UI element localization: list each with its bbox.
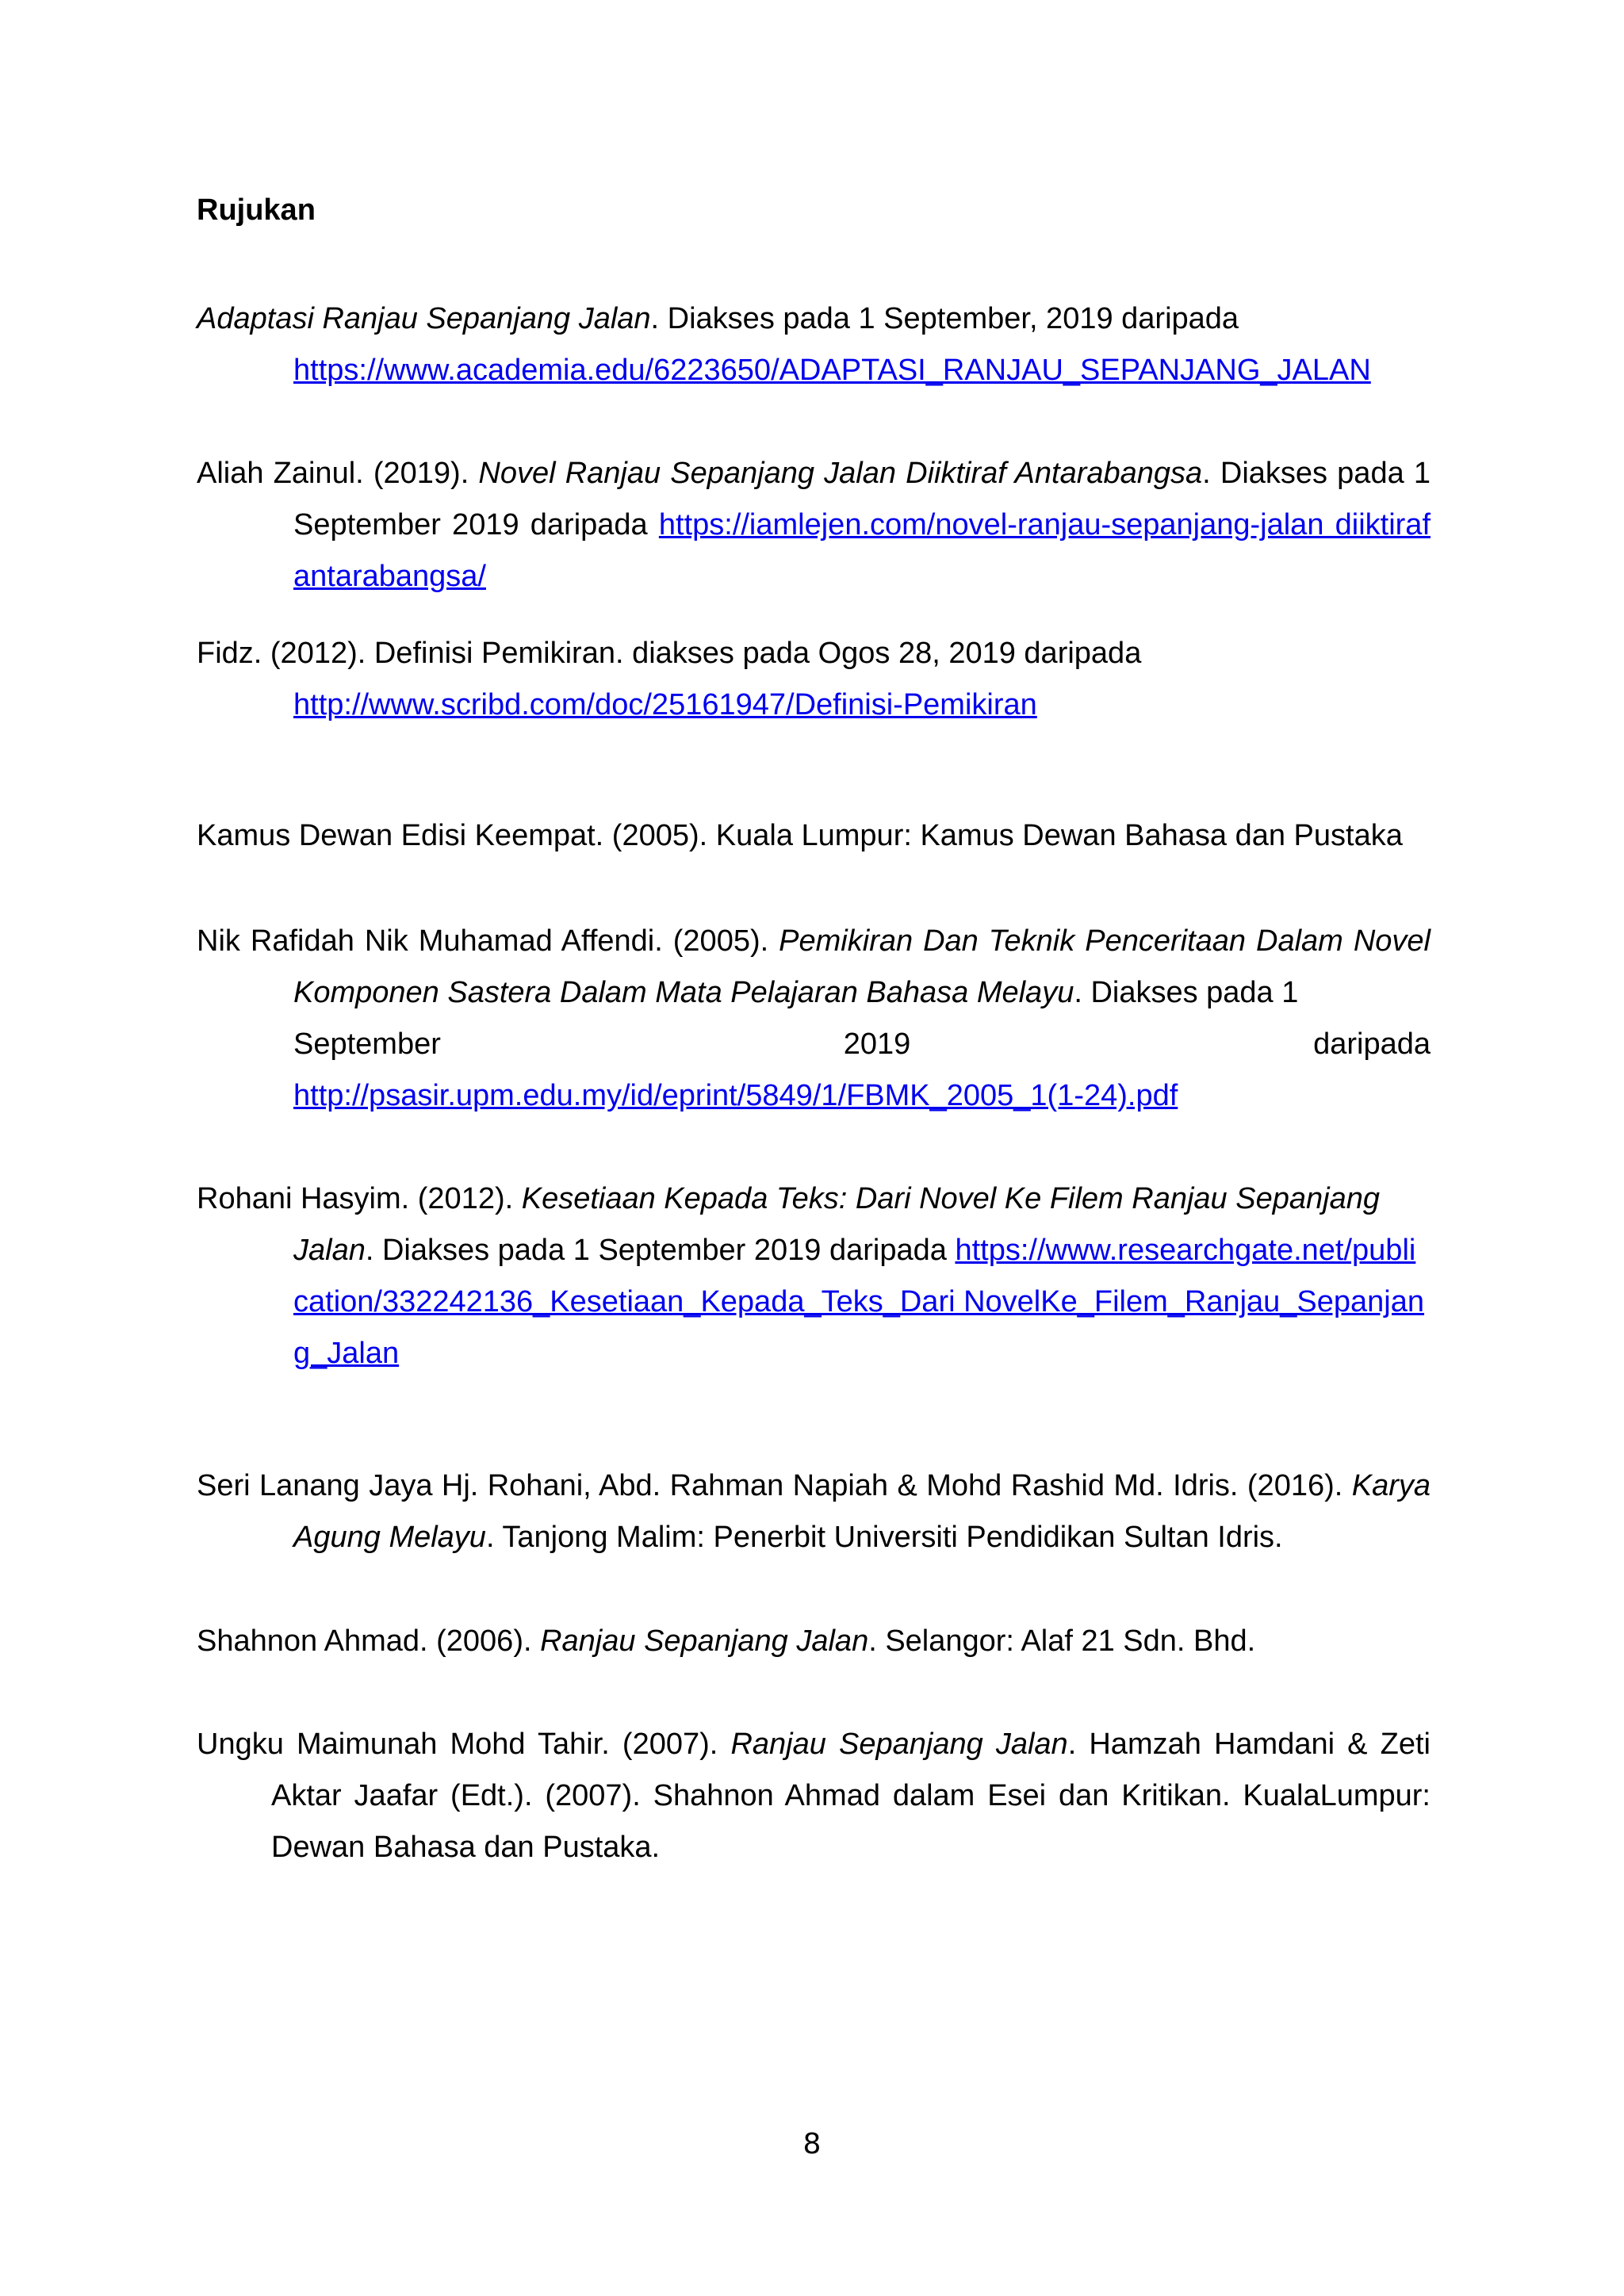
reference-title: Ranjau Sepanjang Jalan bbox=[730, 1728, 1068, 1761]
reference-entry bbox=[197, 1460, 1431, 1563]
reference-title: Novel Ranjau Sepanjang Jalan Diiktiraf Antarabangsa bbox=[478, 457, 1203, 490]
reference-text: Fidz. (2012). Definisi Pemikiran. diakses pada Ogos 28, 2019 daripada bbox=[197, 637, 1142, 670]
reference-entry bbox=[197, 448, 1431, 603]
reference-link[interactable]: http://psasir.upm.edu.my/id/eprint/5849/1/FBMK_2005_1(1-24).pdf bbox=[293, 1079, 1178, 1112]
reference-title: Kesetiaan Kepada Teks: Dari Novel Ke Filem Ranjau Sepanjang Jalan bbox=[293, 1182, 1380, 1267]
reference-entry bbox=[197, 916, 1431, 1122]
reference-text: . Hamzah Hamdani & Zeti Aktar Jaafar (Edt.). (2007). Shahnon Ahmad dalam Esei dan Kritikan. KualaLumpur: Dewan Bahasa dan Pustaka. bbox=[271, 1728, 1431, 1864]
reference-entry bbox=[197, 1719, 1431, 1873]
reference-author: Ungku Maimunah Mohd Tahir. (2007). bbox=[197, 1728, 731, 1761]
reference-title: Karya Agung Melayu bbox=[293, 1469, 1431, 1554]
reference-link[interactable]: https://www.researchgate.net/publication/332242136_Kesetiaan_Kepada_Teks_Dari NovelKe_Filem_Ranjau_Sepanjang_Jalan bbox=[293, 1234, 1425, 1370]
references-heading: Rujukan bbox=[197, 193, 316, 227]
reference-title: Ranjau Sepanjang Jalan bbox=[540, 1624, 869, 1658]
reference-text: . Diakses pada 1 September 2019 daripada bbox=[293, 457, 1431, 541]
reference-entry bbox=[197, 628, 1431, 731]
reference-title: Pemikiran Dan Teknik Penceritaan Dalam Novel Komponen Sastera Dalam Mata Pelajaran Bahasa Melayu bbox=[293, 924, 1431, 1009]
reference-text: . Selangor: Alaf 21 Sdn. Bhd. bbox=[868, 1624, 1256, 1658]
reference-date-line bbox=[293, 1019, 1431, 1070]
reference-author: Rohani Hasyim. (2012). bbox=[197, 1182, 522, 1215]
reference-entry bbox=[197, 1616, 1431, 1667]
reference-text: . Tanjong Malim: Penerbit Universiti Pendidikan Sultan Idris. bbox=[485, 1521, 1283, 1554]
reference-text: Kamus Dewan Edisi Keempat. (2005). Kuala Lumpur: Kamus Dewan Bahasa dan Pustaka bbox=[197, 819, 1403, 852]
reference-author: Shahnon Ahmad. (2006). bbox=[197, 1624, 541, 1658]
reference-title: Adaptasi Ranjau Sepanjang Jalan bbox=[197, 302, 651, 335]
reference-author: Nik Rafidah Nik Muhamad Affendi. (2005). bbox=[197, 924, 779, 958]
reference-source-word: daripada bbox=[1313, 1027, 1431, 1061]
reference-month: September bbox=[293, 1027, 441, 1061]
reference-link[interactable]: https://iamlejen.com/novel-ranjau-sepanjang-jalan diiktiraf antarabangsa/ bbox=[293, 508, 1431, 593]
reference-text: . Diakses pada 1 bbox=[1074, 976, 1299, 1009]
reference-text: . Diakses pada 1 September 2019 daripada bbox=[365, 1234, 947, 1267]
reference-text: . Diakses pada 1 September, 2019 daripada bbox=[650, 302, 1239, 335]
reference-link[interactable]: https://www.academia.edu/6223650/ADAPTASI_RANJAU_SEPANJANG_JALAN bbox=[293, 354, 1371, 387]
reference-author: Seri Lanang Jaya Hj. Rohani, Abd. Rahman Napiah & Mohd Rashid Md. Idris. (2016). bbox=[197, 1469, 1352, 1502]
reference-entry bbox=[197, 1173, 1431, 1380]
reference-author: Aliah Zainul. (2019). bbox=[197, 457, 479, 490]
reference-entry bbox=[197, 293, 1431, 396]
page-number: 8 bbox=[802, 2128, 822, 2160]
reference-link[interactable]: http://www.scribd.com/doc/25161947/Definisi-Pemikiran bbox=[293, 688, 1037, 721]
reference-entry bbox=[197, 810, 1431, 862]
reference-year: 2019 bbox=[843, 1027, 911, 1061]
